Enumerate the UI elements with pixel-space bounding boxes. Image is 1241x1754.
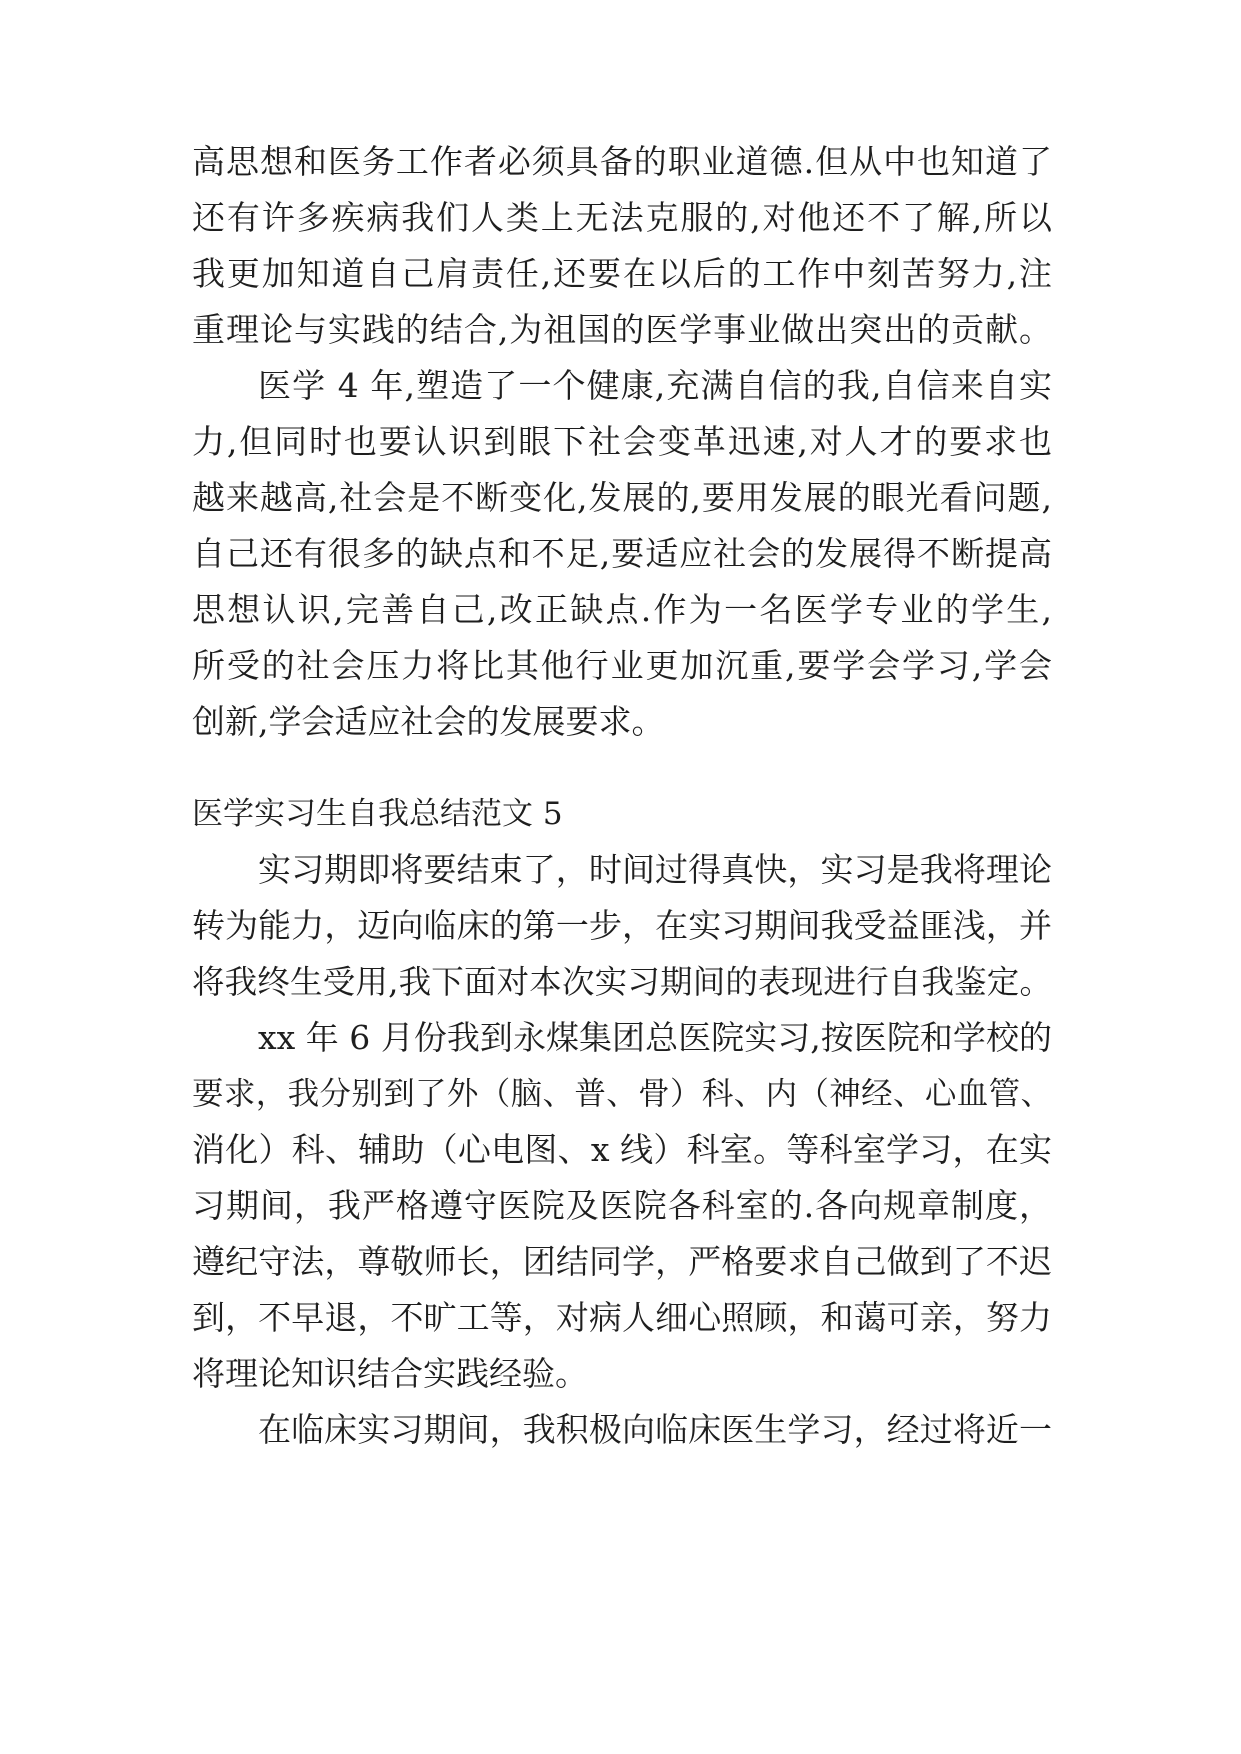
text-line: 遵纪守法，尊敬师长，团结同学，严格要求自己做到了不迟 [192,1242,1052,1281]
text-line: 习期间，我严格遵守医院及医院各科室的.各向规章制度， [192,1186,1052,1225]
text-line: 消化）科、辅助（心电图、x 线）科室。等科室学习，在实 [192,1130,1052,1169]
text-line: xx 年 6 月份我到永煤集团总医院实习,按医院和学校的 [258,1018,1052,1057]
text-line: 医学 4 年,塑造了一个健康,充满自信的我,自信来自实 [258,366,1052,405]
text-line: 在临床实习期间，我积极向临床医生学习，经过将近一 [258,1410,1052,1449]
text-line: 所受的社会压力将比其他行业更加沉重,要学会学习,学会 [192,646,1052,685]
text-line: 将理论知识结合实践经验。 [192,1354,588,1393]
text-line: 实习期即将要结束了，时间过得真快，实习是我将理论 [258,850,1052,889]
text-line: 力,但同时也要认识到眼下社会变革迅速,对人才的要求也 [192,422,1052,461]
text-line: 转为能力，迈向临床的第一步，在实习期间我受益匪浅，并 [192,906,1052,945]
text-line: 思想认识,完善自己,改正缺点.作为一名医学专业的学生, [192,590,1052,629]
text-line: 将我终生受用,我下面对本次实习期间的表现进行自我鉴定。 [192,963,1052,1001]
text-line: 要求，我分别到了外（脑、普、骨）科、内（神经、心血管、 [192,1076,1052,1112]
text-line: 我更加知道自己肩责任,还要在以后的工作中刻苦努力,注 [192,254,1052,293]
text-line: 到，不早退，不旷工等，对病人细心照顾，和蔼可亲，努力 [192,1298,1052,1337]
text-line: 高思想和医务工作者必须具备的职业道德.但从中也知道了 [192,142,1052,181]
text-line: 创新,学会适应社会的发展要求。 [192,702,665,741]
text-line: 重理论与实践的结合,为祖国的医学事业做出突出的贡献。 [192,310,1052,349]
text-line: 自己还有很多的缺点和不足,要适应社会的发展得不断提高 [192,534,1052,573]
text-line: 还有许多疾病我们人类上无法克服的,对他还不了解,所以 [192,198,1052,237]
text-line: 越来越高,社会是不断变化,发展的,要用发展的眼光看问题, [192,478,1052,517]
section-heading: 医学实习生自我总结范文 5 [192,796,563,832]
